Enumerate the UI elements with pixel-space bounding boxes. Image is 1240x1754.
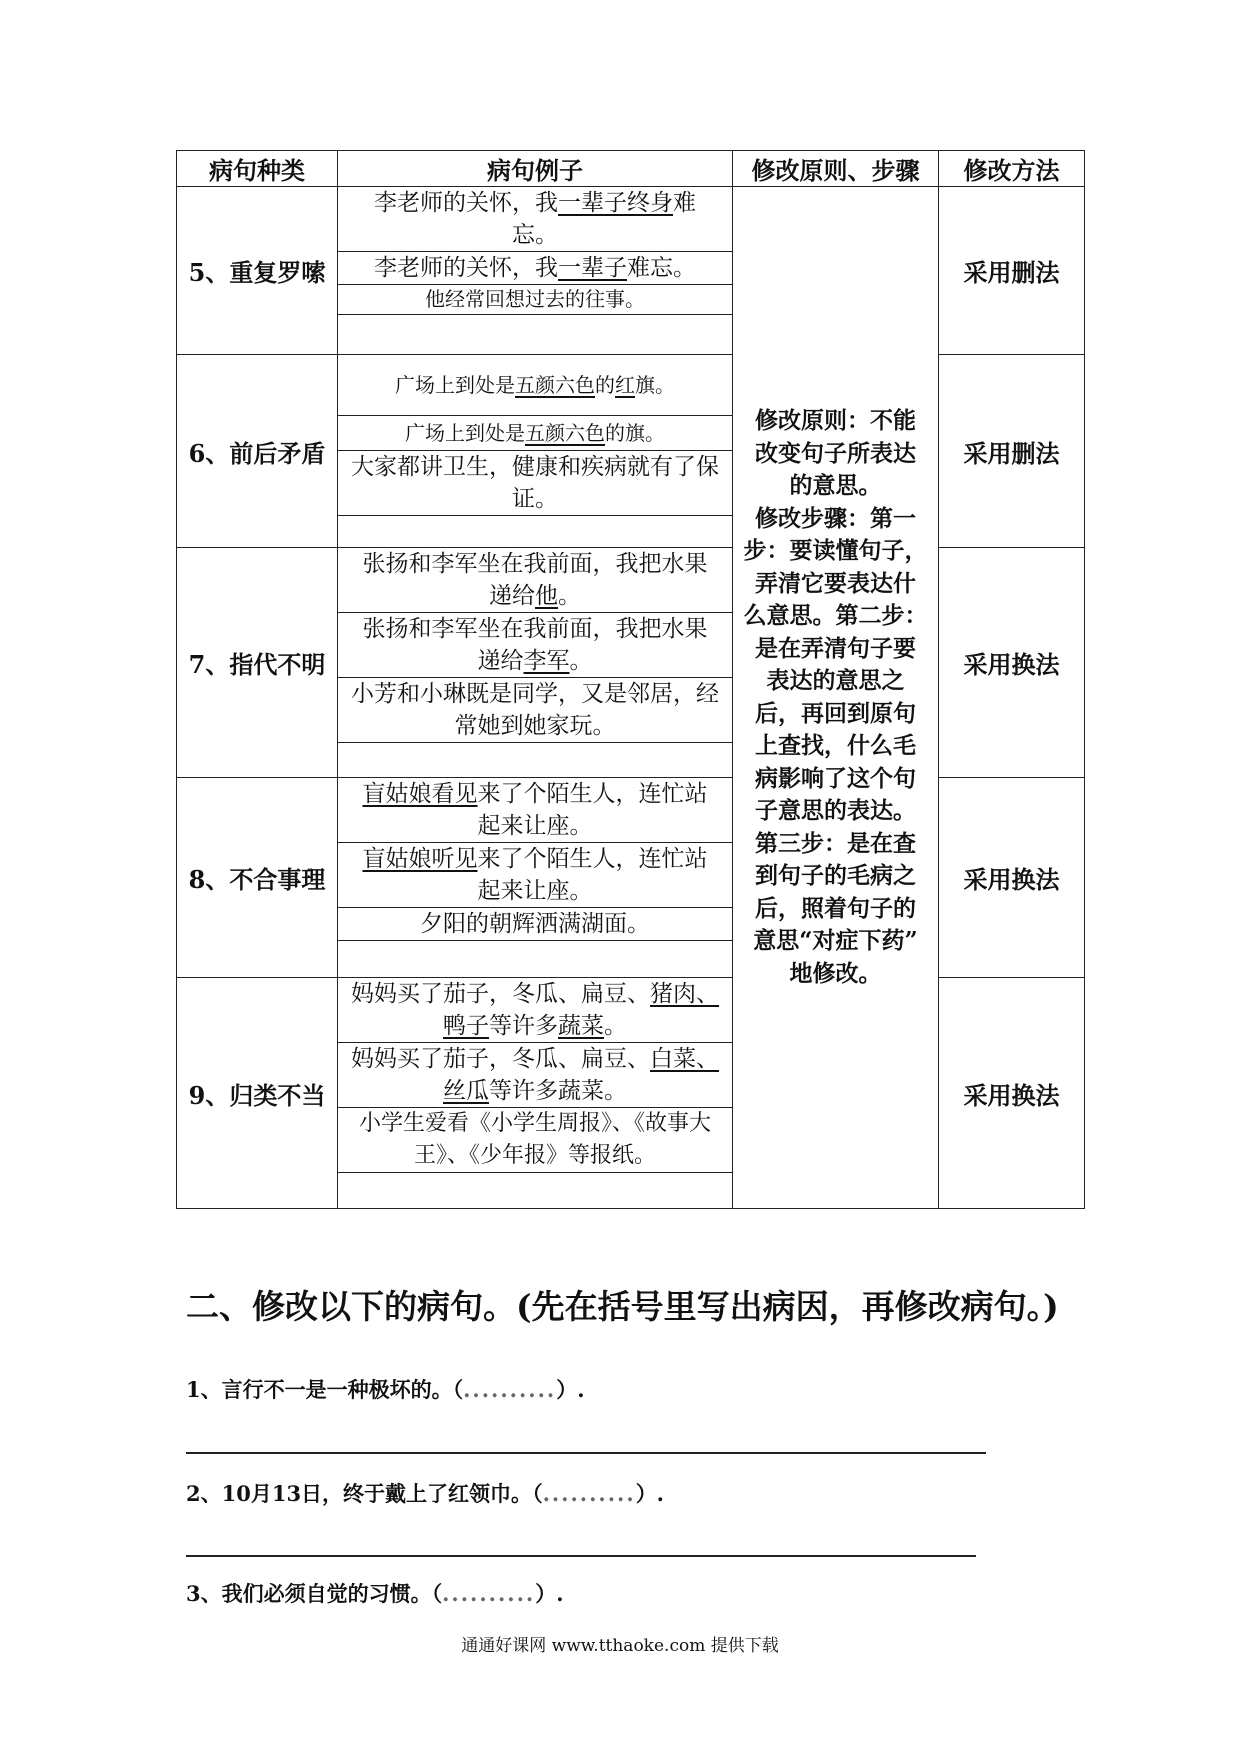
answer-blank[interactable]: .......... xyxy=(442,1581,536,1606)
practice-sentence: 小学生爱看《小学生周报》、《故事大王》、《少年报》等报纸。 xyxy=(338,1108,732,1173)
example-cell xyxy=(338,978,733,1209)
practice-sentence: 夕阳的朝辉洒满湖面。 xyxy=(338,908,732,941)
example-cell xyxy=(338,778,733,978)
answer-blank[interactable] xyxy=(338,1173,732,1203)
method-cell: 采用换法 xyxy=(939,548,1085,778)
table-row xyxy=(177,978,1085,1209)
method-cell: 采用换法 xyxy=(939,778,1085,978)
answer-line[interactable] xyxy=(186,1452,986,1454)
example-wrong: 李老师的关怀，我一辈子终身难 忘。 xyxy=(338,187,732,252)
table-row xyxy=(177,355,1085,548)
example-wrong: 妈妈买了茄子，冬瓜、扁豆、猪肉、 鸭子等许多蔬菜。 xyxy=(338,978,732,1043)
example-corrected: 盲姑娘听见来了个陌生人，连忙站 起来让座。 xyxy=(338,843,732,908)
footer-credit: 通通好课网 www.tthaoke.com 提供下载 xyxy=(461,1636,779,1656)
example-corrected: 张扬和李军坐在我前面，我把水果 递给李军。 xyxy=(338,613,732,678)
table-header-row xyxy=(177,151,1085,187)
question-3: 3、我们必须自觉的习惯。（..........）. xyxy=(186,1581,564,1606)
example-corrected: 李老师的关怀，我一辈子难忘。 xyxy=(338,252,732,285)
table-row xyxy=(177,548,1085,778)
answer-blank[interactable] xyxy=(338,941,732,971)
example-cell xyxy=(338,187,733,355)
header-principle: 修改原则、步骤 xyxy=(733,151,939,187)
example-wrong: 张扬和李军坐在我前面，我把水果 递给他。 xyxy=(338,548,732,613)
header-method: 修改方法 xyxy=(939,151,1085,187)
method-cell: 采用换法 xyxy=(939,978,1085,1209)
example-wrong: 广场上到处是五颜六色的红旗。 xyxy=(338,355,732,416)
example-cell xyxy=(338,355,733,548)
question-2: 2、10月13日，终于戴上了红领巾。（..........）. xyxy=(186,1481,664,1506)
question-1: 1、言行不一是一种极坏的。（..........）. xyxy=(186,1377,585,1402)
header-example: 病句例子 xyxy=(338,151,733,187)
answer-blank[interactable] xyxy=(338,315,732,347)
category-cell: 7、指代不明 xyxy=(177,548,338,778)
example-corrected: 妈妈买了茄子，冬瓜、扁豆、白菜、 丝瓜等许多蔬菜。 xyxy=(338,1043,732,1108)
practice-sentence: 小芳和小琳既是同学，又是邻居，经常她到她家玩。 xyxy=(338,678,732,743)
example-wrong: 盲姑娘看见来了个陌生人，连忙站 起来让座。 xyxy=(338,778,732,843)
answer-blank[interactable]: .......... xyxy=(463,1377,557,1402)
example-cell xyxy=(338,548,733,778)
category-cell: 5、重复罗嗦 xyxy=(177,187,338,355)
section-title: 二、修改以下的病句。(先在括号里写出病因，再修改病句。) xyxy=(186,1287,1059,1326)
practice-sentence: 他经常回想过去的往事。 xyxy=(338,285,732,315)
example-corrected: 广场上到处是五颜六色的旗。 xyxy=(338,416,732,451)
principle-cell: 修改原则：不能 改变句子所表达 的意思。 修改步骤：第一 步：要读懂句子， 弄清它要表达什 么意思。第二步： 是在弄清句子要 表达的意思之 后，再回到原句 上查找，什么毛 病影响了这个句 子意思的表达。 第三步：是在查 到句子的毛病之 后，照着句子的 意思“对症下药” 地修改。 xyxy=(733,187,939,1209)
category-cell: 8、不合事理 xyxy=(177,778,338,978)
answer-blank[interactable]: .......... xyxy=(542,1481,636,1506)
answer-blank[interactable] xyxy=(338,743,732,773)
sentence-error-table xyxy=(176,150,1085,1209)
category-cell: 9、归类不当 xyxy=(177,978,338,1209)
practice-sentence: 大家都讲卫生，健康和疾病就有了保证。 xyxy=(338,451,732,516)
category-cell: 6、前后矛盾 xyxy=(177,355,338,548)
answer-blank[interactable] xyxy=(338,516,732,546)
method-cell: 采用删法 xyxy=(939,355,1085,548)
answer-line[interactable] xyxy=(186,1555,976,1557)
header-category: 病句种类 xyxy=(177,151,338,187)
table-row xyxy=(177,778,1085,978)
table-row xyxy=(177,187,1085,355)
method-cell: 采用删法 xyxy=(939,187,1085,355)
